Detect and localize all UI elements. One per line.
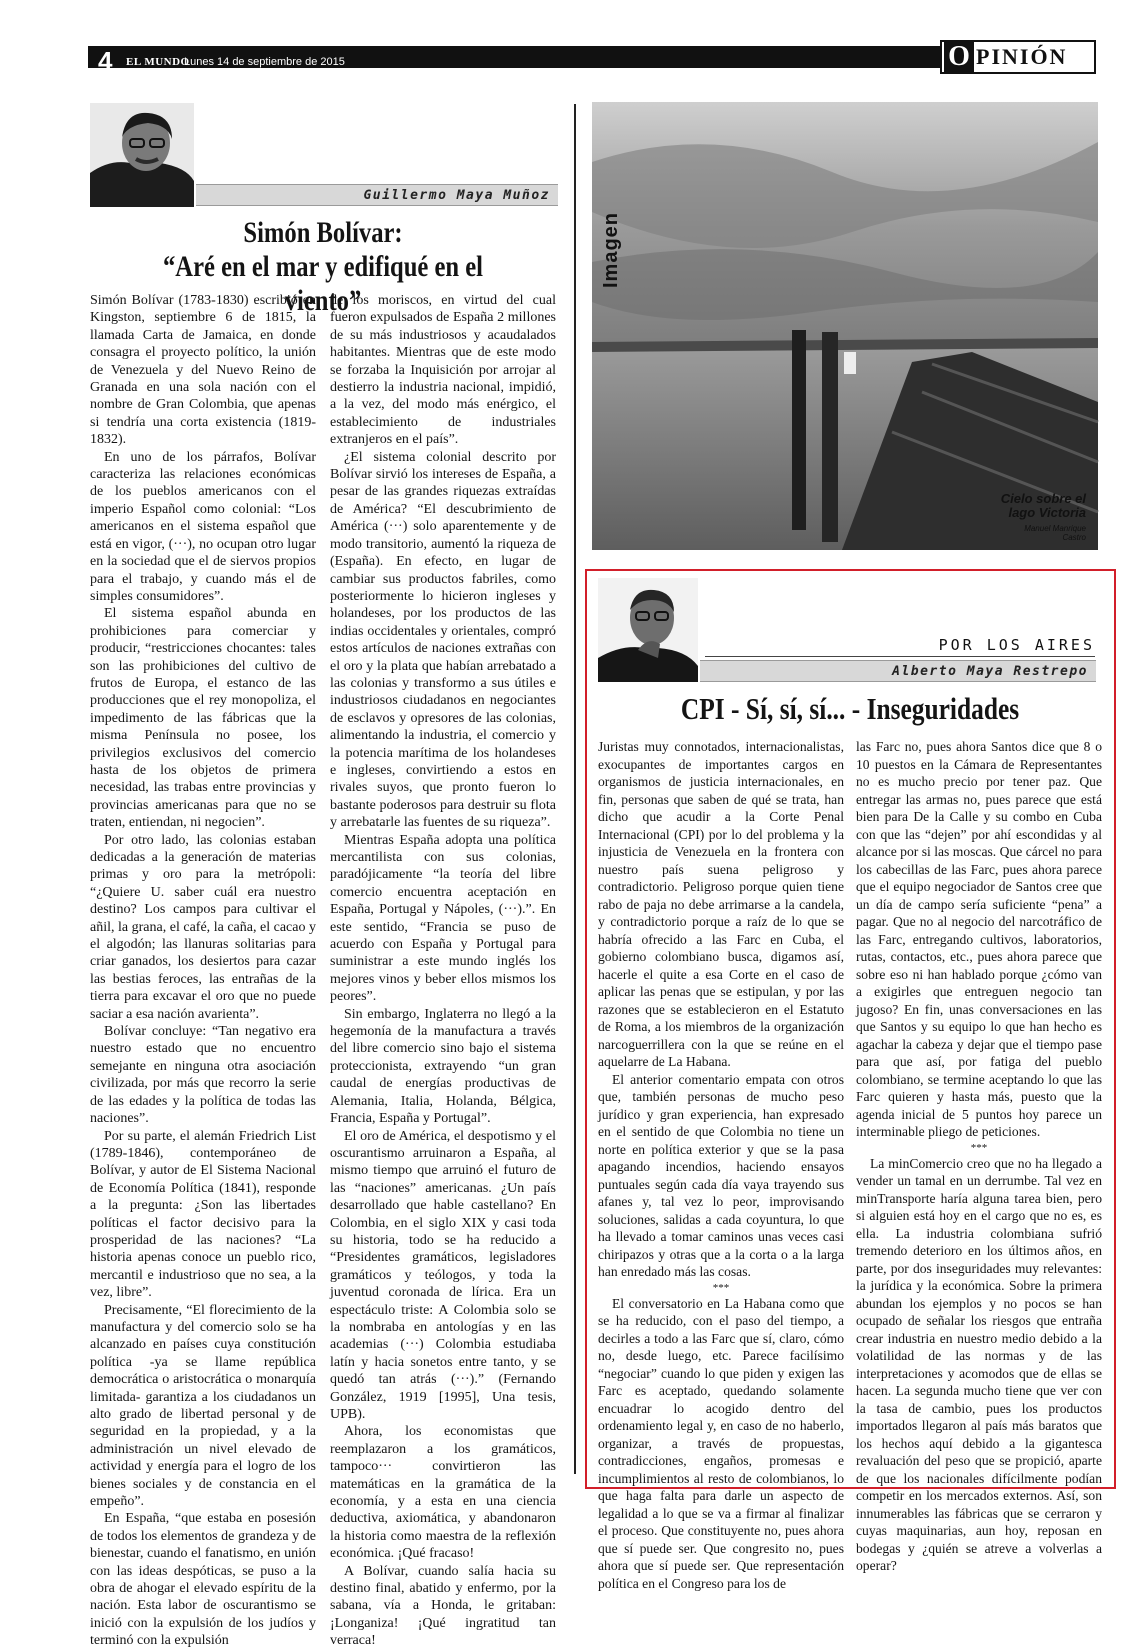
article-left-column-1 <box>90 292 316 1650</box>
photo-caption-line2: lago Victoria <box>1008 505 1086 520</box>
photo-section-tag: Imagen <box>600 211 622 288</box>
paragraph: de los moriscos, en virtud del cual fueron expulsados de España 2 millones de su más industriosos y acaudalados habitantes. Mientras que de este modo se forzaba la Inquisición por arrojar al destierro la industria nacional, impidió, a la vez, del modo más enérgico, el establecimiento de industriales extranjeros en el país”. <box>330 293 556 448</box>
paragraph: Sin embargo, Inglaterra no llegó a la hegemonía de la manufactura a través del libre comercio sino bajo el sistema proteccionista, extrayendo “un gran caudal de energías productivas de Alemania, Italia, Holanda, Bélgica, Francia, España y Portugal”. <box>330 1006 556 1127</box>
paragraph: Por otro lado, las colonias estaban dedicadas a la generación de materias primas y oro para la metrópoli: “¿Quiere U. saber cuál era nuestro destino? Los campos para cultivar el añil, la grana, el café, la caña, el cacao y el algodón; las llanuras solitarias para criar ganados, los desiertos para cazar las bestias feroces, las entrañas de la tierra para excavar el oro que no puede saciar a esa nación avarienta”. <box>90 832 316 1022</box>
paragraph: El conversatorio en La Habana como que se ha reducido, con el paso del tiempo, a decirles a todo a las Farc que sí, claro, cómo no, desde luego, etc. Parece facilísimo “negociar” cuando lo que piden y exigen las Farc es aceptado, quedando solamente encuadrar lo acogido dentro del ordenamiento legal y, en caso de no haberlo, organizar, a través de propuestas, contradicciones, engaños, promesas e incumplimientos al resto de colombianos, lo que haga falta para darle un aspecto de legalidad a lo que se va a firmar al finalizar el proceso. Que constituyente no, pues ahora que sí puede ser. Que congresito no, pues ahora que sí puede ser. Que representación política en el Congreso para los de <box>598 1295 844 1591</box>
author-name-left: Guillermo Maya Muñoz <box>363 188 550 203</box>
byline-band-right <box>700 660 1096 682</box>
paragraph: Juristas muy connotados, internacionalistas, exocupantes de importantes cargos en organismos de justicia internacionales, en fin, personas que saben de qué se trata, han dicho que acudir a la Corte Penal Internacional (CPI) por lo del problema y la injusticia de Venezuela en la frontera con nuestro país suena peligroso y contradictorio. Peligroso porque quien tiene rabo de paja no debe arrimarse a la candela, y contradictorio porque a raíz de lo que se habría ofrecido a las Farc en Cuba, el gobierno colombiano busca, digamos así, hacerle el quite a esa Corte en el caso de aplicar las penas que se estipulan, y por las razones que se establecieron en el Estatuto de Roma, a los miembros de la organización narcoguerrillera con la que se reúne en el aquelarre de La Habana. <box>598 739 844 1069</box>
article-right-column-2 <box>856 738 1102 1575</box>
column-divider <box>574 104 576 1474</box>
section-rule <box>705 656 1095 657</box>
paragraph: El anterior comentario empata con otros que, también personas de mucho peso jurídico y gran experiencia, han expresado en el sentido de que Colombia no tiene un norte en política exterior y que se la pasa apagando incendios, haciendo ensayos puntuales según cada día vaya trayendo sus afanes y, tal vez lo peor, improvisando soluciones, salidas a cada coyuntura, lo que ha llevado a tomar caminos unas veces casi chiripazos y otras que a la corta o a la larga han enredado más las cosas. <box>598 1071 844 1279</box>
section-separator: *** <box>712 1281 730 1294</box>
paragraph: En España, “que estaba en posesión de todos los elementos de grandeza y de bienestar, cuando el fanatismo, en unión con las ideas despóticas, se puso a la obra de ahogar el elevado espíritu de la nación. Esta labor de oscurantismo se inició con la expulsión de los judíos y terminó con la expulsión <box>90 1511 316 1649</box>
photo-credit-line2: Castro <box>1062 533 1086 542</box>
issue-date: Lunes 14 de septiembre de 2015 <box>184 56 345 68</box>
paragraph: Mientras España adopta una política mercantilista con sus colonias, paradójicamente “la teoría del libre comercio encuentra aceptación en España, Portugal y Nápoles, (···).”. En este sentido, “Francia se puso de acuerdo con España y Portugal para suministrar a este mundo inglés los mejores vinos y beber ellos mismos los peores”. <box>330 832 556 1005</box>
article-right-column-1 <box>598 738 844 1592</box>
author-name-right: Alberto Maya Restrepo <box>892 664 1088 679</box>
section-name: PINIÓN <box>976 44 1068 69</box>
paper-name: EL MUNDO <box>126 56 190 68</box>
photo-credit <box>1024 524 1086 542</box>
paragraph: En uno de los párrafos, Bolívar caracteriza las relaciones económicas de los pueblos americanos con el imperio Español como colonial: “Los americanos en el sistema español que está en vigor, (···), no ocupan otro lugar en la sociedad que el de siervos propios para el trabajo, y cuando más el de simples consumidores”. <box>90 449 316 604</box>
paragraph: Por su parte, el alemán Friedrich List (1789-1846), contemporáneo de Bolívar, y autor de El Sistema Nacional de Economía Política (1841), responde a la pregunta: ¿Son las libertades políticas el factor decisivo para la prosperidad de las naciones? “La historia apenas conoce un pueblo rico, mercantil e industrioso que no sea, a la vez, libre”. <box>90 1128 316 1301</box>
paragraph: Bolívar concluye: “Tan negativo era nuestro estado que no encuentro semejante en ninguna otra asociación civilizada, por más que recorro la serie de las edades y la política de todas las naciones”. <box>90 1024 316 1127</box>
author-photo-left <box>90 103 194 207</box>
photo-caption-line1: Cielo sobre el <box>1000 491 1086 506</box>
author-photo-right <box>598 578 698 682</box>
paragraph: El oro de América, el despotismo y el oscurantismo arruinaron a España, al mismo tiempo que arruinó el futuro de las “naciones” americanas. ¿Un país desarrollado que hable castellano? En Colombia, en el siglo XIX y casi toda su historia, todo se ha reducido a “Presidentes gramáticos, legisladores gramáticos y teólogos, y toda la juventud coronada de lírica. Era un espectáculo triste: A Colombia solo se la nombraba en antologías y en las academias (···) Colombia estudiaba latín y hacia sonetos entre tanto, y se quedó tan atrás (···).” (Fernando González, 1919 [1995], Una tesis, UPB). <box>330 1128 556 1422</box>
section-separator: *** <box>970 1141 988 1154</box>
lake-photo-image <box>592 102 1098 550</box>
paragraph: las Farc no, pues ahora Santos dice que 8 o 10 puestos en la Cámara de Representantes no es mucho precio por tener paz. Que entregar las armas no, pues parece que está bien para De la Calle y su combo en Cuba con que las “dejen” por ahí escondidas y al alcance por si las moscas. Que cárcel no para los cabecillas de las Farc, pues ahora parece que el equipo negociador de Santos cree que un día de campo sería suficiente “pena” a pagar. Que no al negocio del narcotráfico de las Farc, entregando cultivos, laboratorios, rutas, contactos, etc., pues ahora parece que sobre eso ni han hablado porque ¿cómo van a exigirles que entreguen negocio tan jugoso? En fin, unas conversaciones en las que Santos y su equipo lo que han hecho es agachar la cabeza y dejar que el tiempo pase para que así, por fatiga del pueblo colombiano, se termine aceptando lo que las Farc quieren y hasta más, puesto que la agenda inicial de 5 puntos hoy parece un interminable pliego de peticiones. <box>856 739 1102 1139</box>
paragraph: A Bolívar, cuando salía hacia su destino final, abatido y enfermo, por la sabana, vía a Honda, le gritaban: ¡Longaniza! ¡Qué ingratitud tan verraca! <box>330 1563 556 1649</box>
section-initial: O <box>944 42 974 72</box>
article-left-column-2 <box>330 292 556 1650</box>
section-label <box>940 40 1096 74</box>
photo-credit-line1: Manuel Manrique <box>1024 524 1086 533</box>
headline-left-line1: Simón Bolívar: <box>243 216 403 249</box>
photo-caption <box>1001 492 1086 520</box>
paragraph: Precisamente, “El florecimiento de la manufactura y del comercio solo se ha alcanzado en países cuya constitución política -ya se llame república democrática o aristocrática o monarquía limitada- garantiza a los ciudadanos un alto grado de libertad personal y de seguridad en la propiedad, y a la administración un nivel elevado de actividad y energía para el logro de los bienes sociales y de constancia en el empeño”. <box>90 1302 316 1510</box>
masthead-bar <box>88 46 1018 76</box>
paragraph: La minComercio creo que no ha llegado a vender un tamal en un derrumbe. Tal vez en minTransporte haría alguna tarea bien, pero si alguien está hoy en el cargo que no es, es ella. La industria colombiana sufrió tremendo deterioro en los últimos años, en parte, por dos inseguridades muy relevantes: la jurídica y la económica. Sobre la primera abundan los ejemplos y no pocos se han ocupado de señalar los riesgos que entraña crear industria en nuestro medio debido a la volatilidad de las normas y de las interpretaciones y acomodos que de ellas se hacen. La segunda mucho tiene que ver con la tasa de cambio, pues los productos importados llegaron al país más baratos que los hechos aquí debido a la gigantesca revaluación del peso que se propició, aparte de que los nacionales difícilmente podían competir en los mercados externos. Así, son innumerables las fábricas que se cerraron y cuyas maquinarias, aun hoy, reposan en bodegas y ¿quién se atreve a volverlas a operar? <box>856 1155 1102 1573</box>
headline-right: CPI - Sí, sí, sí... - Inseguridades <box>680 691 1020 726</box>
masthead <box>88 40 1096 74</box>
column-section-title: POR LOS AIRES <box>938 636 1095 654</box>
headline-left-line2: “Aré en el mar y edifiqué en el viento” <box>163 250 483 317</box>
paragraph: Ahora, los economistas que reemplazaron a los gramáticos, tampoco··· convirtieron las matemáticas en la gramática de la economía, y a esta en una ciencia deductiva, axiomática, y abandonaron la historia como maestra de la reflexión económica. ¡Qué fracaso! <box>330 1424 556 1562</box>
byline-band-left <box>196 184 558 206</box>
page-number: 4 <box>98 46 113 76</box>
paragraph: ¿El sistema colonial descrito por Bolívar sirvió los intereses de España, a pesar de las grandes riquezas extraídas de América? “El descubrimiento de América (···) solo aparentemente y de modo transitorio, aumentó la riqueza de (España). En efecto, en lugar de cambiar sus productos fabriles, como posteriormente lo hicieron ingleses y holandeses, por los productos de las indias occidentales y orientales, compró estos artículos de naciones extrañas con el oro y la plata que habían arrebatado a las colonias y transformo a sus útiles e industriosos ciudadanos en negociantes de esclavos y opresores de las colonias, alimentando la industria, el comercio y la potencia marítima de los holandeses e ingleses, convirtiendo a estos en rivales suyos, que pronto fueron lo bastante poderosos para destruir su flota y arrebatarle las fuentes de su riqueza”. <box>330 449 556 831</box>
lake-photo <box>592 102 1098 550</box>
paragraph: Simón Bolívar (1783-1830) escribió en Kingston, septiembre 6 de 1815, la llamada Carta de Jamaica, en donde consagra el proyecto político, la unión de Venezuela y del Nuevo Reino de Granada en una sola nación con el nombre de Gran Colombia, que apenas si tendría una corta existencia (1819-1832). <box>90 293 316 448</box>
paragraph: El sistema español abunda en prohibiciones para comerciar y producir, “restricciones chocantes: tales son las prohibiciones del cultivo de frutos de Europa, el estanco de las producciones que el rey monopoliza, el impedimento de las fábricas que la misma Península no posee, los privilegios exclusivos del comercio hasta de los objetos de primera necesidad, las trabas entre provincias y provincias americanas para que no se traten, entiendan, ni negocien”. <box>90 606 316 831</box>
